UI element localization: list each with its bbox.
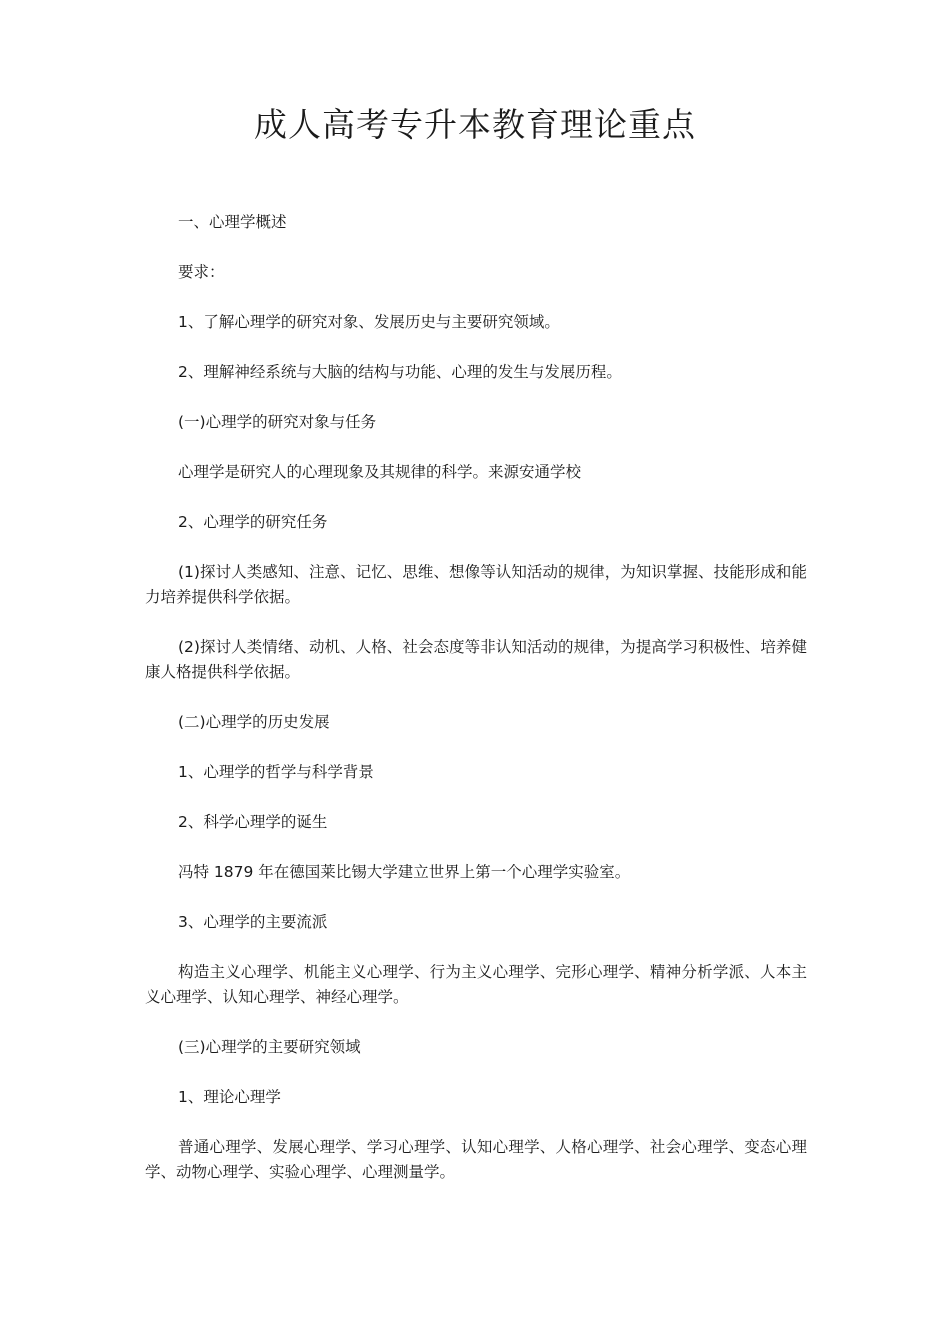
paragraph: 2、理解神经系统与大脑的结构与功能、心理的发生与发展历程。: [178, 363, 622, 381]
paragraph: 构造主义心理学、机能主义心理学、行为主义心理学、完形心理学、精神分析学派、人本主义心理学、认知心理学、神经心理学。: [145, 963, 807, 1006]
section-heading: 一、心理学概述: [178, 213, 287, 231]
paragraph: 1、理论心理学: [178, 1088, 281, 1106]
paragraph: (1)探讨人类感知、注意、记忆、思维、想像等认知活动的规律，为知识掌握、技能形成和能力培养提供科学依据。: [145, 563, 807, 606]
subsection-heading: (一)心理学的研究对象与任务: [178, 413, 377, 431]
paragraph: 心理学是研究人的心理现象及其规律的科学。来源安通学校: [178, 463, 582, 481]
paragraph: 3、心理学的主要流派: [178, 913, 328, 931]
paragraph: 普通心理学、发展心理学、学习心理学、认知心理学、人格心理学、社会心理学、变态心理学、动物心理学、实验心理学、心理测量学。: [145, 1138, 807, 1181]
subsection-heading: (二)心理学的历史发展: [178, 713, 330, 731]
paragraph: 1、心理学的哲学与科学背景: [178, 763, 374, 781]
subsection-heading: (三)心理学的主要研究领域: [178, 1038, 361, 1056]
document-body: [145, 210, 807, 1210]
paragraph: 要求：: [178, 263, 225, 281]
paragraph: 2、心理学的研究任务: [178, 513, 328, 531]
paragraph: (2)探讨人类情绪、动机、人格、社会态度等非认知活动的规律，为提高学习积极性、培养健康人格提供科学依据。: [145, 638, 807, 681]
paragraph: 1、了解心理学的研究对象、发展历史与主要研究领域。: [178, 313, 560, 331]
document-title: 成人高考专升本教育理论重点: [254, 105, 696, 144]
paragraph: 2、科学心理学的诞生: [178, 813, 328, 831]
paragraph: 冯特 1879 年在德国莱比锡大学建立世界上第一个心理学实验室。: [178, 863, 631, 881]
